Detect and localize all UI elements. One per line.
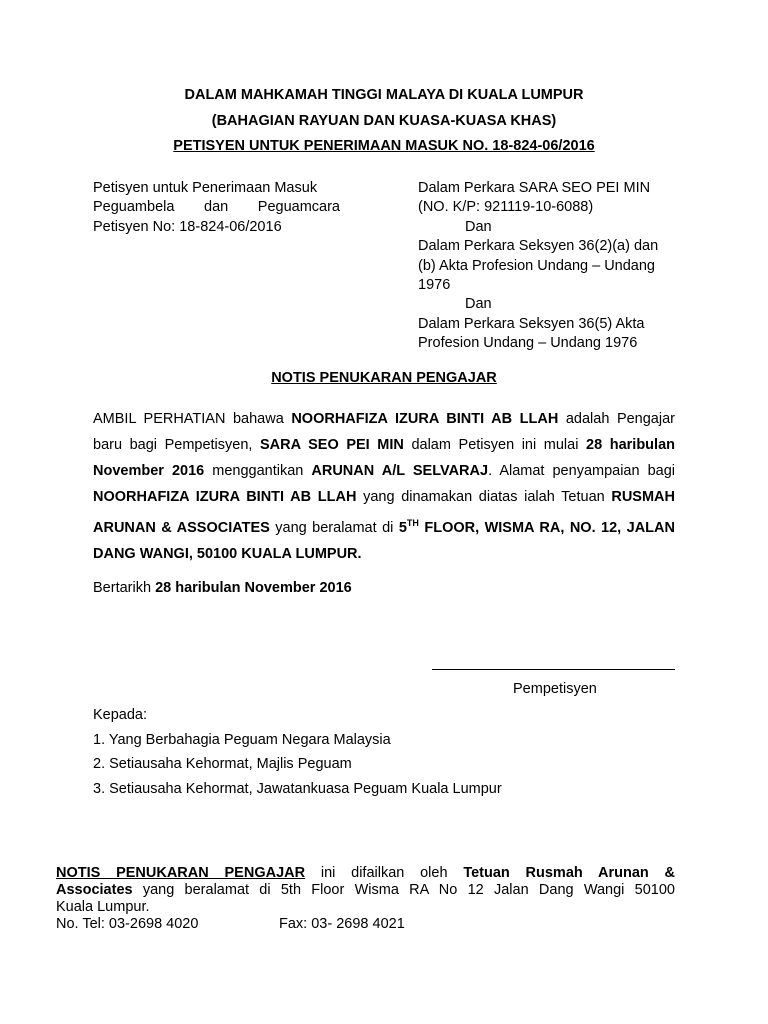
left-caption-line: Petisyen No: 18-824-06/2016 — [93, 218, 282, 235]
left-caption-word: Peguambela — [93, 199, 175, 216]
filing-firm-name: Associates — [56, 882, 133, 898]
former-solicitor-name: ARUNAN A/L SELVARAJ — [311, 463, 489, 479]
right-caption-line: Dalam Perkara Seksyen 36(5) Akta — [418, 315, 645, 332]
filing-note-line — [56, 865, 675, 882]
filing-note-title: NOTIS PENUKARAN PENGAJAR — [56, 865, 306, 881]
right-caption-dan: Dan — [465, 218, 492, 235]
left-caption — [93, 179, 340, 237]
right-caption — [418, 179, 680, 354]
court-title: DALAM MAHKAMAH TINGGI MALAYA DI KUALA LUMPUR — [184, 87, 584, 103]
notice-body — [93, 406, 675, 567]
division-title: (BAHAGIAN RAYUAN DAN KUASA-KUASA KHAS) — [211, 113, 557, 129]
filing-note-text: ini difailkan oleh — [305, 865, 464, 881]
filing-note-line — [56, 882, 675, 899]
body-text: . Alamat penyampaian bagi — [488, 463, 676, 479]
right-caption-line: Dalam Perkara Seksyen 36(2)(a) dan — [418, 238, 659, 255]
left-caption-line — [93, 198, 340, 217]
filing-firm-name: Tetuan Rusmah Arunan & — [463, 865, 675, 881]
signature-line — [432, 669, 675, 670]
right-caption-line: 1976 — [418, 277, 451, 294]
address-text: FLOOR, WISMA RA, NO. 12, JALAN DANG WANGI, 50100 KUALA LUMPUR. — [93, 519, 675, 562]
left-caption-line: Petisyen untuk Penerimaan Masuk — [93, 180, 318, 196]
dated-line — [93, 580, 352, 596]
new-solicitor-name: NOORHAFIZA IZURA BINTI AB LLAH — [93, 489, 357, 505]
filing-note — [56, 865, 675, 933]
right-caption-line: Profesion Undang – Undang 1976 — [418, 335, 638, 352]
recipients-heading: Kepada: — [93, 707, 148, 723]
fax-number: Fax: 03- 2698 4021 — [279, 916, 405, 932]
firm-name: RUSMAH ARUNAN & ASSOCIATES — [93, 489, 675, 536]
right-caption-line: (b) Akta Profesion Undang – Undang — [418, 257, 655, 274]
filing-note-text: yang beralamat di 5th Floor Wisma RA No 12 Jalan Dang Wangi 50100 — [132, 882, 675, 898]
telephone-number: No. Tel: 03-2698 4020 — [56, 916, 199, 932]
new-solicitor-name: NOORHAFIZA IZURA BINTI AB LLAH — [291, 411, 559, 427]
address-floor-suffix: TH — [406, 518, 419, 528]
body-text: adalah Pengajar baru bagi Pempetisyen, — [93, 411, 675, 453]
effective-date: 28 haribulan November 2016 — [93, 437, 675, 479]
body-text: dalam Petisyen ini mulai — [403, 437, 587, 453]
contact-line — [56, 916, 675, 933]
body-text: yang dinamakan diatas ialah Tetuan — [356, 489, 612, 505]
right-caption-line: Dalam Perkara SARA SEO PEI MIN — [418, 180, 651, 196]
recipient-item: 1. Yang Berbahagia Peguam Negara Malaysia — [93, 732, 391, 748]
dated-prefix: Bertarikh — [93, 580, 156, 596]
body-text: menggantikan — [204, 463, 312, 479]
petition-number-title: PETISYEN UNTUK PENERIMAAN MASUK NO. 18-824-06/2016 — [173, 138, 595, 154]
petitioner-name: SARA SEO PEI MIN — [260, 437, 404, 453]
dated-date: 28 haribulan November 2016 — [155, 580, 352, 596]
body-text: yang beralamat di — [269, 519, 399, 536]
right-caption-line: (NO. K/P: 921119-10-6088) — [418, 199, 594, 216]
notice-title: NOTIS PENUKARAN PENGAJAR — [271, 370, 497, 386]
body-text: AMBIL PERHATIAN bahawa — [93, 411, 292, 427]
filing-note-line: Kuala Lumpur. — [56, 899, 150, 915]
signature-label: Pempetisyen — [513, 681, 597, 697]
left-caption-word: Peguamcara — [257, 199, 340, 216]
right-caption-dan: Dan — [465, 296, 492, 313]
recipient-item: 3. Setiausaha Kehormat, Jawatankuasa Peguam Kuala Lumpur — [93, 781, 502, 797]
left-caption-word: dan — [204, 199, 229, 216]
recipient-item: 2. Setiausaha Kehormat, Majlis Peguam — [93, 756, 352, 772]
address-floor-number: 5 — [398, 519, 407, 536]
